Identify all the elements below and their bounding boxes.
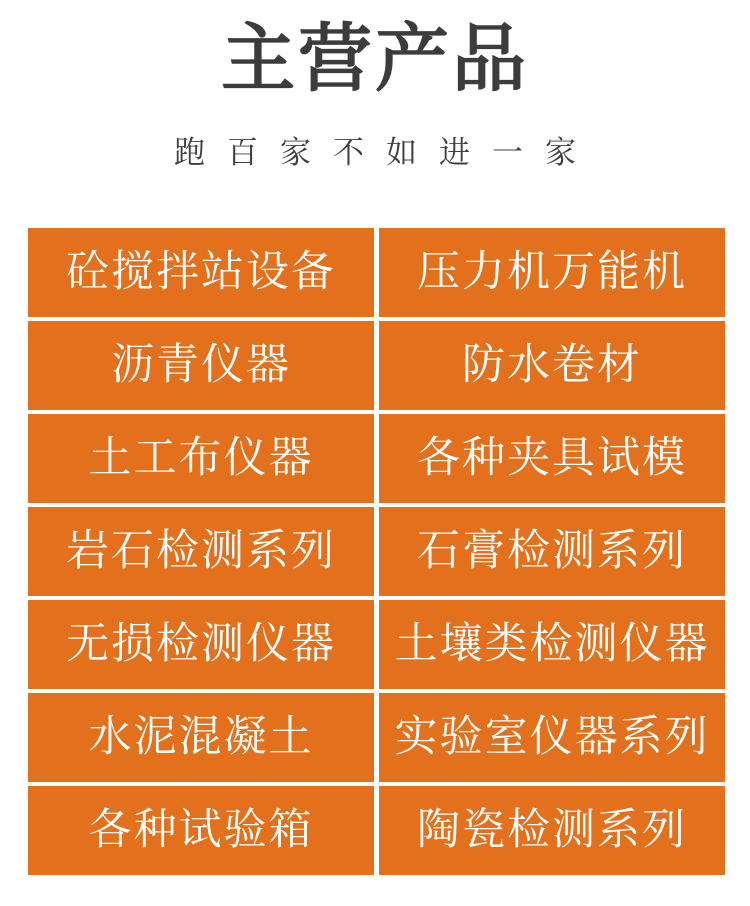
product-tile-ceramic-testing-series[interactable]: 陶瓷检测系列 — [379, 786, 725, 875]
product-tile-waterproof-membrane[interactable]: 防水卷材 — [379, 321, 725, 410]
product-tile-fixtures-test-molds[interactable]: 各种夹具试模 — [379, 414, 725, 503]
product-tile-press-universal-machine[interactable]: 压力机万能机 — [379, 228, 725, 317]
product-grid — [28, 228, 725, 875]
product-tile-asphalt-instruments[interactable]: 沥青仪器 — [28, 321, 374, 410]
page-subtitle: 跑百家不如进一家 — [174, 135, 598, 171]
product-tile-geotextile-instruments[interactable]: 土工布仪器 — [28, 414, 374, 503]
product-tile-cement-concrete[interactable]: 水泥混凝土 — [28, 693, 374, 782]
product-tile-gypsum-testing-series[interactable]: 石膏检测系列 — [379, 507, 725, 596]
product-tile-laboratory-instrument-series[interactable]: 实验室仪器系列 — [379, 693, 725, 782]
product-tile-ndt-instruments[interactable]: 无损检测仪器 — [28, 600, 374, 689]
product-tile-soil-testing-instruments[interactable]: 土壤类检测仪器 — [379, 600, 725, 689]
product-tile-rock-testing-series[interactable]: 岩石检测系列 — [28, 507, 374, 596]
product-tile-test-chambers[interactable]: 各种试验箱 — [28, 786, 374, 875]
product-tile-concrete-mixing-plant[interactable]: 砼搅拌站设备 — [28, 228, 374, 317]
page-title: 主营产品 — [221, 16, 529, 102]
